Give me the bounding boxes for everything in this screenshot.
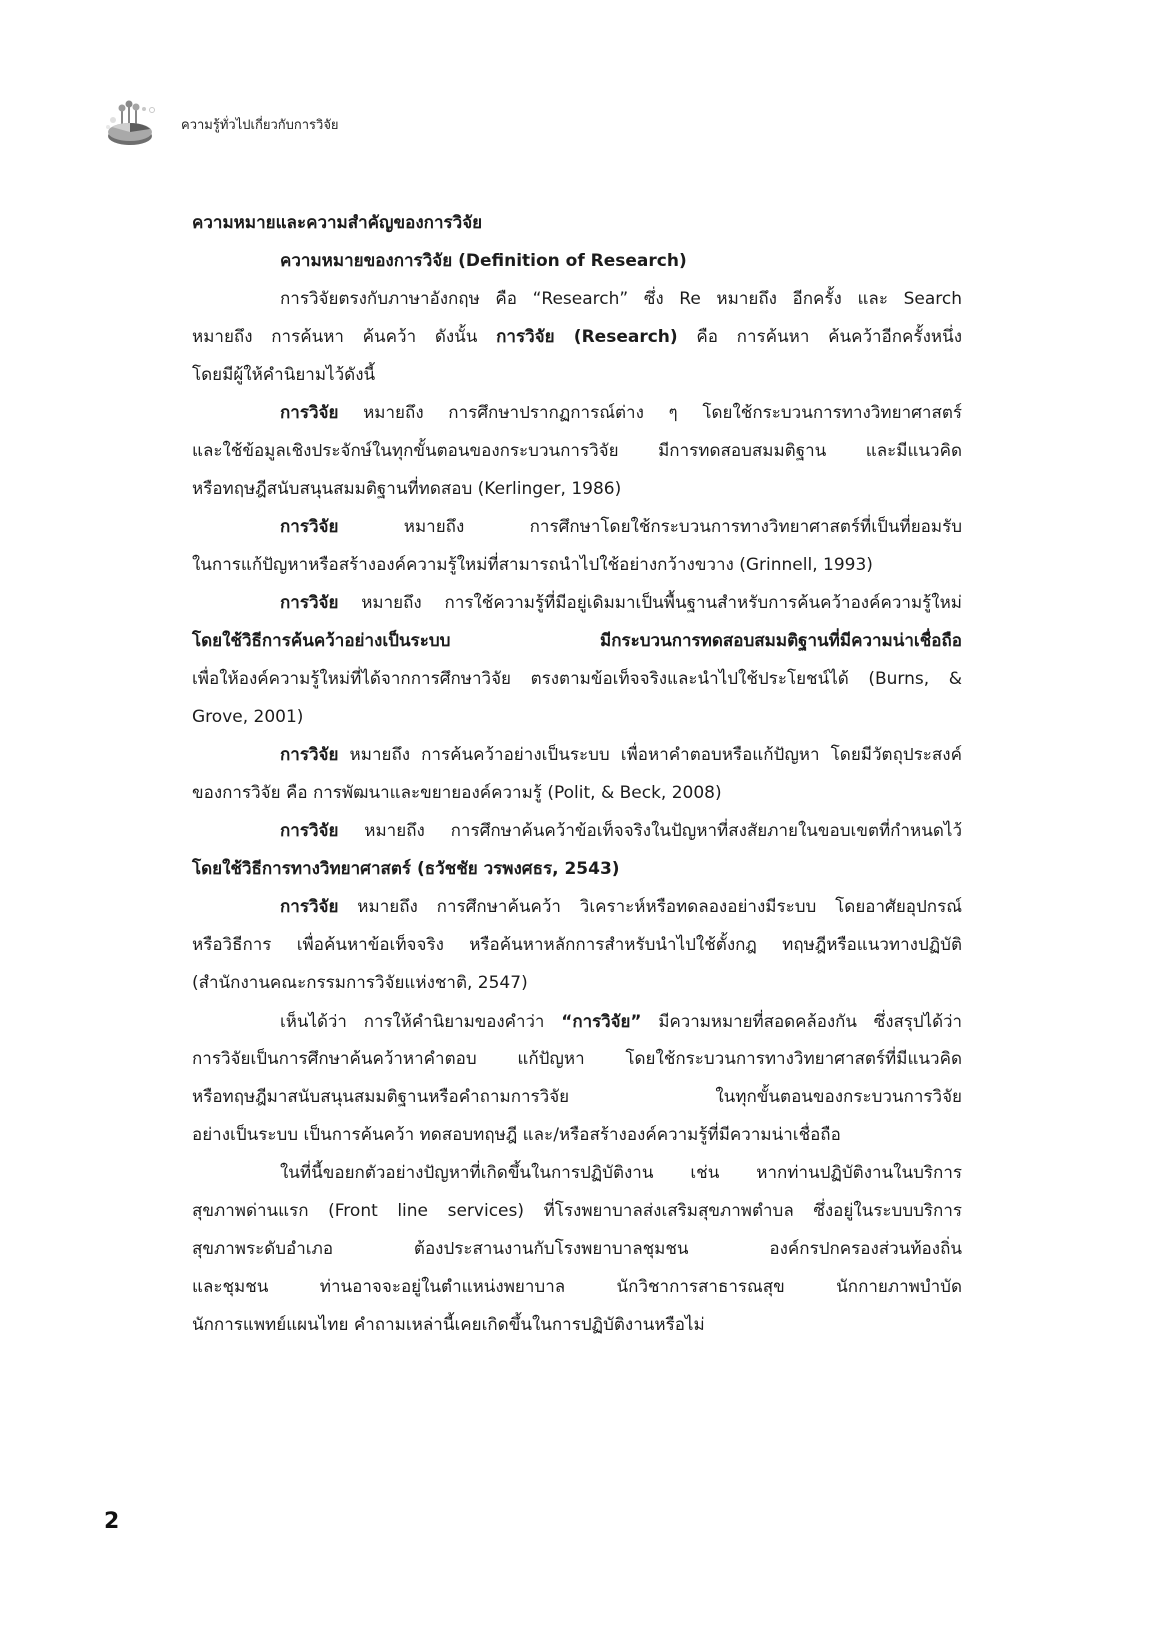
definition-text: หมายถึง การใช้ความรู้ที่มีอยู่เดิมมาเป็นพื้นฐานสำหรับการค้นคว้าองค์ความรู้ใหม่	[338, 593, 962, 613]
summary-line: การวิจัยเป็นการศึกษาค้นคว้าหาคำตอบ แก้ปัญหา โดยใช้กระบวนการทางวิทยาศาสตร์ที่มีแนวคิด	[192, 1049, 962, 1069]
intro-text: คือ การค้นหา ค้นคว้าอีกครั้งหนึ่ง	[677, 327, 962, 347]
definition-line: หรือวิธีการ เพื่อค้นหาข้อเท็จจริง หรือค้นหาหลักการสำหรับนำไปใช้ตั้งกฎ ทฤษฎีหรือแนวทางปฏิบัติ	[192, 935, 962, 955]
intro-line: การวิจัยตรงกับภาษาอังกฤษ คือ “Research” ซึ่ง Re หมายถึง อีกครั้ง และ Search	[280, 289, 962, 309]
definition-line: โดยใช้วิธีการทางวิทยาศาสตร์ (ธวัชชัย วรพงศธร, 2543)	[192, 859, 620, 879]
definition-term: การวิจัย	[280, 897, 339, 917]
summary-text: เห็นได้ว่า การให้คำนิยามของคำว่า	[280, 1011, 562, 1031]
definition-line	[192, 508, 962, 546]
definition-line: ของการวิจัย คือ การพัฒนาและขยายองค์ความรู้ (Polit, & Beck, 2008)	[192, 783, 722, 803]
definition-line: หรือทฤษฎีสนับสนุนสมมติฐานที่ทดสอบ (Kerlinger, 1986)	[192, 479, 622, 499]
definition-text: หมายถึง การศึกษาค้นคว้าข้อเท็จจริงในปัญหาที่สงสัยภายในขอบเขตที่กำหนดไว้	[338, 821, 962, 841]
summary-text: มีความหมายที่สอดคล้องกัน ซึ่งสรุปได้ว่า	[641, 1011, 963, 1031]
example-line: และชุมชน ท่านอาจจะอยู่ในตำแหน่งพยาบาล นักวิชาการสาธารณสุข นักกายภาพบำบัด	[192, 1277, 962, 1297]
definition-line: (สำนักงานคณะกรรมการวิจัยแห่งชาติ, 2547)	[192, 973, 528, 993]
section-heading: ความหมายและความสำคัญของการวิจัย	[192, 213, 483, 233]
definition-line	[192, 812, 962, 850]
definition-term: การวิจัย	[280, 745, 339, 765]
definition-line: เพื่อให้องค์ความรู้ใหม่ที่ได้จากการศึกษาวิจัย ตรงตามข้อเท็จจริงและนำไปใช้ประโยชน์ได้ (Burns, &	[192, 669, 962, 689]
intro-text: หมายถึง การค้นหา ค้นคว้า ดังนั้น	[192, 327, 497, 347]
definition-line	[192, 736, 962, 774]
definition-line	[192, 394, 962, 432]
definition-text: หมายถึง การศึกษาโดยใช้กระบวนการทางวิทยาศาสตร์ที่เป็นที่ยอมรับ	[338, 517, 962, 537]
example-line: สุขภาพด่านแรก (Front line services) ที่โรงพยาบาลส่งเสริมสุขภาพตำบล ซึ่งอยู่ในระบบบริการ	[192, 1201, 962, 1221]
definition-term: การวิจัย	[280, 593, 339, 613]
running-header	[104, 100, 504, 150]
summary-line	[192, 1002, 962, 1040]
summary-term: “การวิจัย”	[561, 1011, 642, 1031]
definition-line: ในการแก้ปัญหาหรือสร้างองค์ความรู้ใหม่ที่สามารถนำไปใช้อย่างกว้างขวาง (Grinnell, 1993)	[192, 555, 873, 575]
definition-line	[192, 888, 962, 926]
example-line: สุขภาพระดับอำเภอ ต้องประสานงานกับโรงพยาบาลชุมชน องค์กรปกครองส่วนท้องถิ่น	[192, 1239, 962, 1259]
summary-line: อย่างเป็นระบบ เป็นการค้นคว้า ทดสอบทฤษฎี และ/หรือสร้างองค์ความรู้ที่มีความน่าเชื่อถือ	[192, 1125, 841, 1145]
definition-line: Grove, 2001)	[192, 707, 304, 727]
definition-line	[192, 584, 962, 622]
intro-line	[192, 318, 962, 356]
research-logo-icon	[104, 100, 166, 150]
definition-term: การวิจัย	[280, 821, 339, 841]
section-subheading: ความหมายของการวิจัย (Definition of Research)	[280, 251, 687, 271]
example-line: ในที่นี้ขอยกตัวอย่างปัญหาที่เกิดขึ้นในการปฏิบัติงาน เช่น หากท่านปฏิบัติงานในบริการ	[280, 1163, 962, 1183]
header-title: ความรู้ทั่วไปเกี่ยวกับการวิจัย	[181, 118, 339, 133]
definition-term: การวิจัย	[280, 403, 339, 423]
example-line: นักการแพทย์แผนไทย คำถามเหล่านี้เคยเกิดขึ้นในการปฏิบัติงานหรือไม่	[192, 1315, 705, 1335]
page-body	[192, 204, 962, 1344]
summary-line: หรือทฤษฎีมาสนับสนุนสมมติฐานหรือคำถามการวิจัย ในทุกขั้นตอนของกระบวนการวิจัย	[192, 1087, 962, 1107]
definition-term: การวิจัย	[280, 517, 339, 537]
page-number: 2	[104, 1509, 120, 1534]
intro-term: การวิจัย (Research)	[496, 327, 678, 347]
intro-line: โดยมีผู้ให้คำนิยามไว้ดังนี้	[192, 365, 376, 385]
definition-text: หมายถึง การศึกษาค้นคว้า วิเคราะห์หรือทดลองอย่างมีระบบ โดยอาศัยอุปกรณ์	[338, 897, 962, 917]
definition-line: โดยใช้วิธีการค้นคว้าอย่างเป็นระบบ มีกระบวนการทดสอบสมมติฐานที่มีความน่าเชื่อถือ	[192, 631, 962, 651]
definition-text: หมายถึง การค้นคว้าอย่างเป็นระบบ เพื่อหาคำตอบหรือแก้ปัญหา โดยมีวัตถุประสงค์	[338, 745, 962, 765]
definition-text: หมายถึง การศึกษาปรากฏการณ์ต่าง ๆ โดยใช้กระบวนการทางวิทยาศาสตร์	[338, 403, 962, 423]
definition-line: และใช้ข้อมูลเชิงประจักษ์ในทุกขั้นตอนของกระบวนการวิจัย มีการทดสอบสมมติฐาน และมีแนวคิด	[192, 441, 962, 461]
